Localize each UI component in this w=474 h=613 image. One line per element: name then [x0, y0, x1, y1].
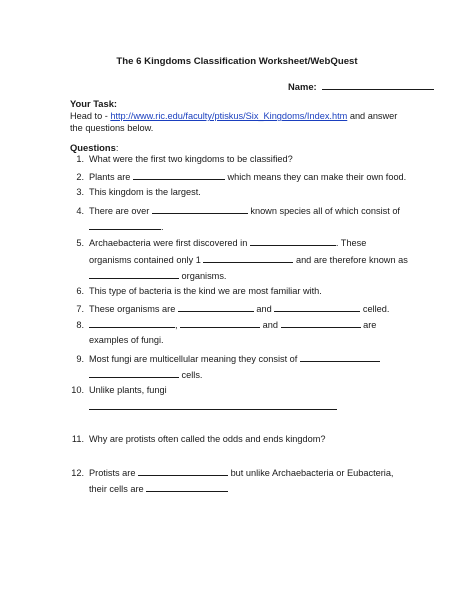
question-text: are — [360, 320, 377, 330]
question-number: 7. — [76, 304, 84, 314]
question-9-cont — [89, 368, 203, 380]
question-text: Most fungi are multicellular meaning they consist of — [89, 354, 300, 364]
question-text: . — [161, 222, 164, 232]
question-8-cont: examples of fungi. — [89, 335, 164, 345]
question-5-cont-2 — [89, 269, 227, 281]
question-10-cont — [89, 400, 337, 412]
question-12-cont — [89, 482, 228, 494]
task-prefix: Head to - — [70, 111, 111, 121]
question-number: 6. — [76, 286, 84, 296]
name-field-row — [288, 80, 434, 92]
task-line-2: the questions below. — [70, 123, 154, 133]
answer-blank[interactable] — [146, 482, 228, 492]
task-suffix: and answer — [347, 111, 398, 121]
question-12 — [70, 466, 394, 478]
question-8 — [70, 318, 376, 330]
question-text: These organisms are — [89, 304, 178, 314]
question-number: 2. — [76, 172, 84, 182]
answer-blank[interactable] — [300, 352, 380, 362]
answer-blank[interactable] — [250, 236, 336, 246]
question-text: and are therefore known as — [293, 255, 408, 265]
task-line-1 — [70, 111, 397, 121]
question-text: their cells are — [89, 484, 147, 494]
question-text: which means they can make their own food. — [224, 172, 407, 182]
question-2 — [70, 170, 406, 182]
answer-blank[interactable] — [89, 318, 175, 328]
worksheet-title: The 6 Kingdoms Classification Worksheet/WebQuest — [116, 56, 358, 67]
question-6 — [70, 286, 322, 296]
answer-blank[interactable] — [89, 269, 179, 279]
question-text: What were the first two kingdoms to be classified? — [89, 154, 293, 164]
answer-blank[interactable] — [203, 253, 293, 263]
question-text: but unlike Archaebacteria or Eubacteria, — [228, 468, 394, 478]
question-number: 11. — [71, 434, 84, 444]
answer-blank[interactable] — [138, 466, 228, 476]
question-text: . These — [335, 238, 367, 248]
question-number: 5. — [76, 238, 84, 248]
question-text: Protists are — [89, 468, 139, 478]
answer-blank[interactable] — [89, 400, 337, 410]
name-label: Name: — [288, 81, 317, 92]
answer-blank[interactable] — [281, 318, 361, 328]
task-heading: Your Task: — [70, 98, 118, 109]
question-text: celled. — [360, 304, 390, 314]
answer-blank[interactable] — [89, 368, 179, 378]
question-text: cells. — [179, 370, 203, 380]
question-4 — [70, 204, 400, 216]
answer-blank[interactable] — [274, 302, 360, 312]
question-9 — [70, 352, 380, 364]
answer-blank[interactable] — [152, 204, 248, 214]
question-10 — [70, 385, 167, 395]
question-number: 1. — [76, 154, 84, 164]
question-text: There are over — [89, 206, 152, 216]
questions-heading-row — [70, 142, 118, 153]
question-text: Archaebacteria were first discovered in — [89, 238, 250, 248]
question-text: organisms. — [179, 271, 227, 281]
question-text: organisms contained only 1 — [89, 255, 204, 265]
question-4-cont — [89, 220, 164, 232]
answer-blank[interactable] — [180, 318, 260, 328]
question-number: 12. — [71, 468, 84, 478]
question-number: 4. — [76, 206, 84, 216]
question-5 — [70, 236, 366, 248]
question-1 — [70, 154, 293, 164]
answer-blank[interactable] — [133, 170, 225, 180]
question-number: 3. — [76, 187, 84, 197]
question-11 — [70, 434, 325, 444]
question-number: 10. — [71, 385, 84, 395]
questions-colon: : — [115, 142, 119, 153]
question-text: known species all of which consist of — [247, 206, 400, 216]
answer-blank[interactable] — [89, 220, 161, 230]
question-text: This kingdom is the largest. — [89, 187, 201, 197]
question-text: This type of bacteria is the kind we are most familiar with. — [89, 286, 322, 296]
answer-blank[interactable] — [178, 302, 254, 312]
question-text: Why are protists often called the odds and ends kingdom? — [89, 434, 326, 444]
kingdoms-link[interactable]: http://www.ric.edu/faculty/ptiskus/Six_Kingdoms/Index.htm — [110, 111, 348, 121]
question-text: Plants are — [89, 172, 133, 182]
question-number: 9. — [76, 354, 84, 364]
question-text: , — [175, 320, 181, 330]
question-number: 8. — [76, 320, 84, 330]
name-blank[interactable] — [322, 80, 434, 90]
question-5-cont-1 — [89, 253, 408, 265]
question-text: and — [253, 304, 275, 314]
question-text: Unlike plants, fungi — [89, 385, 167, 395]
question-text: and — [260, 320, 281, 330]
questions-heading: Questions — [70, 142, 116, 153]
question-3 — [70, 187, 201, 197]
question-7 — [70, 302, 389, 314]
